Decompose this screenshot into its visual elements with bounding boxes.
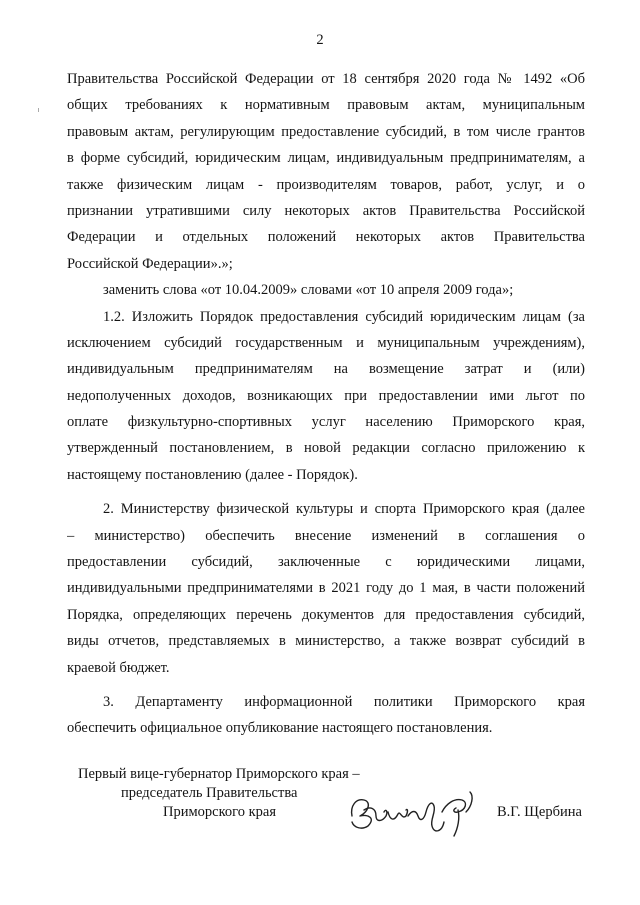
text-line: Правительства Российской Федерации от 18 сентября 2020 года № 1492 «Об — [67, 71, 585, 87]
text-line: индивидуальными предпринимателями в 2021 году до 1 мая, в части положений — [67, 580, 585, 597]
document-body — [67, 66, 585, 742]
paragraph-item-2 — [67, 496, 585, 681]
text-line: в форме субсидий, юридическим лицам, индивидуальным предпринимателям, а — [67, 150, 585, 167]
text-line: – министерство) обеспечить внесение изменений в соглашения о — [67, 527, 585, 544]
text-line: Федерации и отдельных положений некоторых актов Правительства — [67, 229, 585, 246]
paragraph-continuation — [67, 66, 585, 277]
text-line: также физическим лицам - производителям товаров, работ, услуг, и о — [67, 176, 585, 193]
text-line: виды отчетов, представляемых в министерство, а также возврат субсидий в — [67, 633, 585, 650]
signatory-title-line-3: Приморского края — [163, 804, 277, 820]
text-line: общих требованиях к нормативным правовым актам, муниципальным — [67, 97, 585, 114]
signatory-title-line-2: председатель Правительства — [121, 785, 298, 801]
text-line: 3. Департаменту информационной политики Приморского края — [103, 693, 585, 710]
text-line: утвержденный постановлением, в новой редакции согласно приложению к — [67, 440, 585, 457]
text-line: обеспечить официальное опубликование настоящего постановления. — [67, 720, 493, 737]
page-number: 2 — [316, 32, 324, 48]
text-line: 1.2. Изложить Порядок предоставления субсидий юридическим лицам (за — [103, 308, 585, 325]
text-line: предоставлении субсидий, заключенные с юридическими лицами, — [67, 554, 585, 571]
text-line: Порядка, определяющих перечень документов для предоставления субсидий, — [67, 606, 585, 623]
text-line: исключением субсидий государственным и муниципальным учреждениям), — [67, 334, 585, 351]
text-line: индивидуальным предпринимателям на возмещение затрат и (или) — [67, 361, 585, 378]
text-line: краевой бюджет. — [67, 659, 170, 676]
text-line: оплате физкультурно-спортивных услуг населению Приморского края, — [67, 414, 585, 431]
text-line: заменить слова «от 10.04.2009» словами «от 10 апреля 2009 года»; — [103, 282, 514, 299]
text-line: правовым актам, регулирующим предоставление субсидий, в том числе грантов — [67, 123, 585, 140]
text-line: Российской Федерации».»; — [67, 255, 233, 272]
signatory-name: В.Г. Щербина — [497, 804, 582, 820]
paragraph-spacer — [67, 488, 585, 496]
handwritten-signature — [346, 786, 480, 838]
paragraph-spacer — [67, 681, 585, 689]
paragraph-replace-words — [67, 277, 585, 303]
paragraph-item-3 — [67, 689, 585, 742]
text-line: недополученных доходов, возникающих при предоставлении ими льгот по — [67, 387, 585, 404]
paragraph-item-1-2 — [67, 304, 585, 489]
margin-mark — [38, 108, 39, 112]
signatory-title-line-1: Первый вице-губернатор Приморского края – — [78, 766, 360, 782]
text-line: признании утратившими силу некоторых актов Правительства Российской — [67, 202, 585, 219]
text-line: настоящему постановлению (далее - Порядок). — [67, 466, 358, 483]
text-line: 2. Министерству физической культуры и спорта Приморского края (далее — [103, 501, 585, 518]
